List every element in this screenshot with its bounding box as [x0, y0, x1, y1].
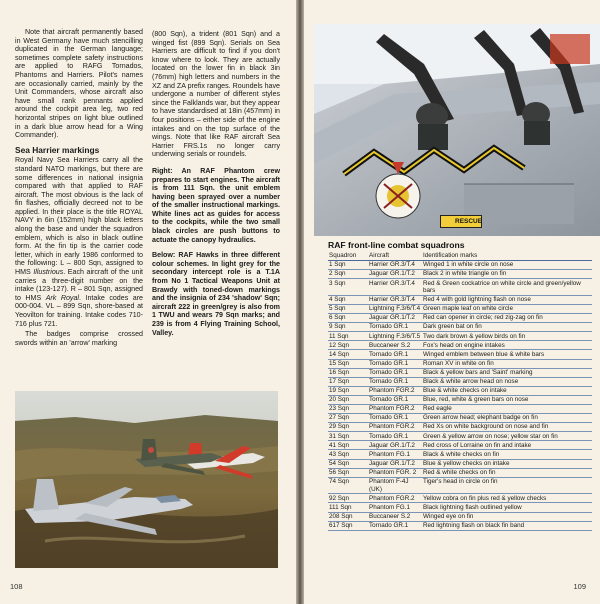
table-row	[328, 405, 592, 414]
cell-squadron: 31 Sqn	[328, 432, 368, 441]
cell-aircraft: Jaguar GR.1/T.2	[368, 459, 422, 468]
cell-squadron: 4 Sqn	[328, 295, 368, 304]
badges-paragraph: The badges comprise crossed swords within an 'arrow' marking	[15, 330, 143, 347]
cell-identification: Blue, red, white & green bars on nose	[422, 395, 592, 404]
cell-squadron: 208 Sqn	[328, 512, 368, 521]
cell-identification: Black lightning flash outlined yellow	[422, 503, 592, 512]
cell-aircraft: Tornado GR.1	[368, 432, 422, 441]
cell-identification: Winged 1 in white circle on nose	[422, 261, 592, 270]
cell-identification: Red & white checks on fin	[422, 468, 592, 477]
cell-squadron: 9 Sqn	[328, 323, 368, 332]
cell-aircraft: Harrier GR.3/T.4	[368, 295, 422, 304]
cell-squadron: 5 Sqn	[328, 304, 368, 313]
hawks-caption: Below: RAF Hawks in three different colour schemes. In light grey for the secondary intercept role is a T.1A from No 1 Tactical Weapons Unit at Brawdy with toned-down markings and the insignia of 234 'shadow' Sqn; aircraft 222 in green/grey is also from 1 TWU and wears 79 Sqn marks; and 239 is from 4 Flying Training School, Valley.	[152, 251, 280, 337]
table-row	[328, 414, 592, 423]
table-row	[328, 270, 592, 279]
table-row	[328, 459, 592, 468]
cell-identification: Tiger's head in circle on fin	[422, 477, 592, 494]
header-aircraft: Aircraft	[368, 252, 422, 261]
cell-aircraft: Tornado GR.1	[368, 377, 422, 386]
serials-paragraph: (800 Sqn), a trident (801 Sqn) and a winged fist (899 Sqn). Serials on Sea Harriers are difficult to find if you don't know where to look. They are actually located on the lower fin in black 3in (76mm) high letters and numbers in the XZ and ZA prefix ranges. Roundels have undergone a number of different styles since the Falklands war, but they appear to have standardised at 18in (457mm) in four positions – either side of the engine intakes and on the top surface of the wings. Note that like RAF aircraft Sea Harrier FRS.1s no longer carry underwing serials or roundels.	[152, 30, 280, 159]
book-gutter	[296, 0, 304, 604]
cell-aircraft: Tornado GR.1	[368, 368, 422, 377]
cell-identification: Red cross of Lorraine on fin and intake	[422, 441, 592, 450]
cell-squadron: 56 Sqn	[328, 468, 368, 477]
table-row	[328, 432, 592, 441]
cell-aircraft: Phantom FGR.2	[368, 405, 422, 414]
cell-identification: Green & yellow arrow on nose; yellow star on fin	[422, 432, 592, 441]
cell-squadron: 23 Sqn	[328, 405, 368, 414]
cell-aircraft: Tornado GR.1	[368, 359, 422, 368]
cell-identification: Two dark brown & yellow birds on fin	[422, 332, 592, 341]
page-number-left: 108	[10, 582, 23, 591]
table-row	[328, 423, 592, 432]
table-row	[328, 350, 592, 359]
table-row	[328, 323, 592, 332]
cell-identification: Red eagle	[422, 405, 592, 414]
cell-squadron: 92 Sqn	[328, 494, 368, 503]
cell-aircraft: Lightning F.3/6/T.4	[369, 305, 421, 313]
rescue-arrow-marking: RESCUE	[440, 215, 482, 228]
cell-aircraft: Harrier GR.3/T.4	[368, 261, 422, 270]
page-number-right: 109	[573, 582, 586, 591]
cell-identification: Blue & yellow checks on intake	[422, 459, 592, 468]
cell-aircraft: Buccaneer S.2	[368, 341, 422, 350]
cell-identification: Winged eye on fin	[422, 512, 592, 521]
cell-squadron: 19 Sqn	[328, 386, 368, 395]
table-row	[328, 395, 592, 404]
table-row	[328, 261, 592, 270]
cell-aircraft: Phantom F-4J (UK)	[368, 477, 422, 494]
table-row	[328, 441, 592, 450]
cell-squadron: 14 Sqn	[328, 350, 368, 359]
cell-squadron: 2 Sqn	[328, 270, 368, 279]
cell-identification: Green arrow head; elephant badge on fin	[422, 414, 592, 423]
table-row	[328, 494, 592, 503]
table-row	[328, 450, 592, 459]
cell-aircraft: Tornado GR.1	[368, 323, 422, 332]
cell-squadron: 111 Sqn	[328, 503, 368, 512]
cell-identification: Black & white checks on fin	[422, 450, 592, 459]
cell-identification: Red Xs on white background on nose and fin	[422, 423, 592, 432]
table-row	[328, 377, 592, 386]
cell-identification: Blue & white checks on intake	[422, 386, 592, 395]
table-row	[328, 521, 592, 530]
table-row	[328, 341, 592, 350]
cell-aircraft: Buccaneer S.2	[368, 512, 422, 521]
sea-harrier-paragraph: Royal Navy Sea Harriers carry all the standard NATO markings, but there are some differences in national insignia compared with that applied to RAF aircraft. The most obvious is the lack of fin flashes, officially decreed not to be applied. In their place is the title ROYAL NAVY in 6in (152mm) high black letters along the base and under the squadron emblem, which is also in black outline form. At the fin tip is the carrier code letter, which in early 1986 conformed to the following: L – 800 Sqn, assigned to HMS Illustrious. Each aircraft of the unit carries a three-digit number on the intake (123-127). R – 801 Sqn, assigned to HMS Ark Royal. Intake codes are 000-004. VL – 899 Sqn, shore-based at Yeovilton for training. Intake codes 710-716 plus 721.	[15, 156, 144, 328]
cell-squadron: 17 Sqn	[328, 377, 368, 386]
cell-aircraft: Lightning F.3/6/T.5	[369, 332, 421, 340]
table-row	[328, 304, 592, 313]
cell-identification: Red can opener in circle; red zig-zag on fin	[422, 314, 592, 323]
cell-squadron: 74 Sqn	[328, 477, 368, 494]
table-header-row	[328, 252, 592, 261]
captions	[152, 167, 280, 337]
cell-aircraft: Phantom FGR.2	[368, 386, 422, 395]
cell-squadron: 3 Sqn	[328, 279, 368, 296]
cell-aircraft: Phantom FGR.2	[368, 423, 422, 432]
cell-squadron: 1 Sqn	[328, 261, 368, 270]
cell-squadron: 11 Sqn	[328, 332, 368, 341]
cell-aircraft: Jaguar GR.1/T.2	[368, 314, 422, 323]
left-page	[0, 0, 296, 604]
left-column	[15, 28, 143, 349]
cell-identification: Yellow cobra on fin plus red & yellow checks	[422, 494, 592, 503]
table-row	[328, 332, 592, 341]
cell-aircraft: Phantom FGR.2	[368, 494, 422, 503]
cell-squadron: 15 Sqn	[328, 359, 368, 368]
intro-paragraph: Note that aircraft permanently based in West Germany have much stencilling duplicated in the German language; sometimes complete safety instructions are applied to RAFG Tornados, Phantoms and Harriers. Pilot's names are occasionally carried, mainly by the Unit Commanders, whose aircraft also have small rank pennants applied around the cockpit area leg, two red horizontal stripes on light blue outlined in a dark blue arrow head for a Wing Commander).	[15, 28, 143, 140]
phantom-caption: Right: An RAF Phantom crew prepares to start engines. The aircraft is from 111 Sqn. the unit emblem having been sprayed over a number of the smaller instructional markings. White lines act as guides for access to the cockpits, while the two small black circles are push buttons to actuate the canopy hydraulics.	[152, 166, 280, 244]
cell-squadron: 29 Sqn	[328, 423, 368, 432]
sea-harrier-heading: Sea Harrier markings	[15, 144, 100, 155]
cell-squadron: 16 Sqn	[328, 368, 368, 377]
cell-aircraft: Jaguar GR.1/T.2	[368, 270, 422, 279]
table-row	[328, 477, 592, 494]
cell-aircraft: Jaguar GR.1/T.2	[368, 441, 422, 450]
table-row	[328, 314, 592, 323]
header-identification: Identification marks	[422, 252, 592, 261]
cell-squadron: 617 Sqn	[328, 521, 368, 530]
cell-identification: Red lightning flash on black fin band	[422, 521, 592, 530]
cell-identification: Black 2 in white triangle on fin	[422, 270, 592, 279]
cell-identification: Black & yellow bars and 'Saint' marking	[422, 368, 592, 377]
right-column	[152, 30, 280, 344]
header-squadron: Squadron	[328, 252, 368, 261]
cell-identification: Red & Green cockatrice on white circle and green/yellow bars	[422, 279, 592, 296]
cell-identification: Red 4 with gold lightning flash on nose	[422, 295, 592, 304]
cell-identification: Winged emblem between blue & white bars	[422, 350, 592, 359]
table-row	[328, 368, 592, 377]
cell-identification: Black & white arrow head on nose	[422, 377, 592, 386]
cell-squadron: 27 Sqn	[328, 414, 368, 423]
cell-squadron: 41 Sqn	[328, 441, 368, 450]
cell-aircraft: Tornado GR.1	[368, 414, 422, 423]
cell-squadron: 54 Sqn	[328, 459, 368, 468]
cell-aircraft: Tornado GR.1	[368, 521, 422, 530]
hawks-formation-photo	[15, 391, 278, 568]
table-row	[328, 503, 592, 512]
table-row	[328, 279, 592, 296]
table-title: RAF front-line combat squadrons	[328, 240, 465, 250]
table-row	[328, 512, 592, 521]
cell-squadron: 43 Sqn	[328, 450, 368, 459]
phantom-crew-photo	[314, 24, 600, 236]
cell-identification: Fox's head on engine intakes	[422, 341, 592, 350]
cell-squadron: 6 Sqn	[328, 314, 368, 323]
cell-aircraft: Phantom FG.1	[368, 450, 422, 459]
table-row	[328, 359, 592, 368]
table-row	[328, 386, 592, 395]
cell-squadron: 12 Sqn	[328, 341, 368, 350]
cell-aircraft: Tornado GR.1	[368, 350, 422, 359]
squadrons-table	[328, 252, 592, 531]
right-page	[304, 0, 600, 604]
table-body	[328, 261, 592, 531]
cell-aircraft: Phantom FGR. 2	[368, 468, 422, 477]
cell-identification: Green maple leaf on white circle	[422, 304, 592, 313]
cell-squadron: 20 Sqn	[328, 395, 368, 404]
table-row	[328, 295, 592, 304]
table-row	[328, 468, 592, 477]
cell-aircraft: Phantom FG.1	[368, 503, 422, 512]
cell-aircraft: Tornado GR.1	[368, 395, 422, 404]
cell-identification: Dark green bat on fin	[422, 323, 592, 332]
cell-identification: Roman XV in white on fin	[422, 359, 592, 368]
cell-aircraft: Harrier GR.3/T.4	[368, 279, 422, 296]
